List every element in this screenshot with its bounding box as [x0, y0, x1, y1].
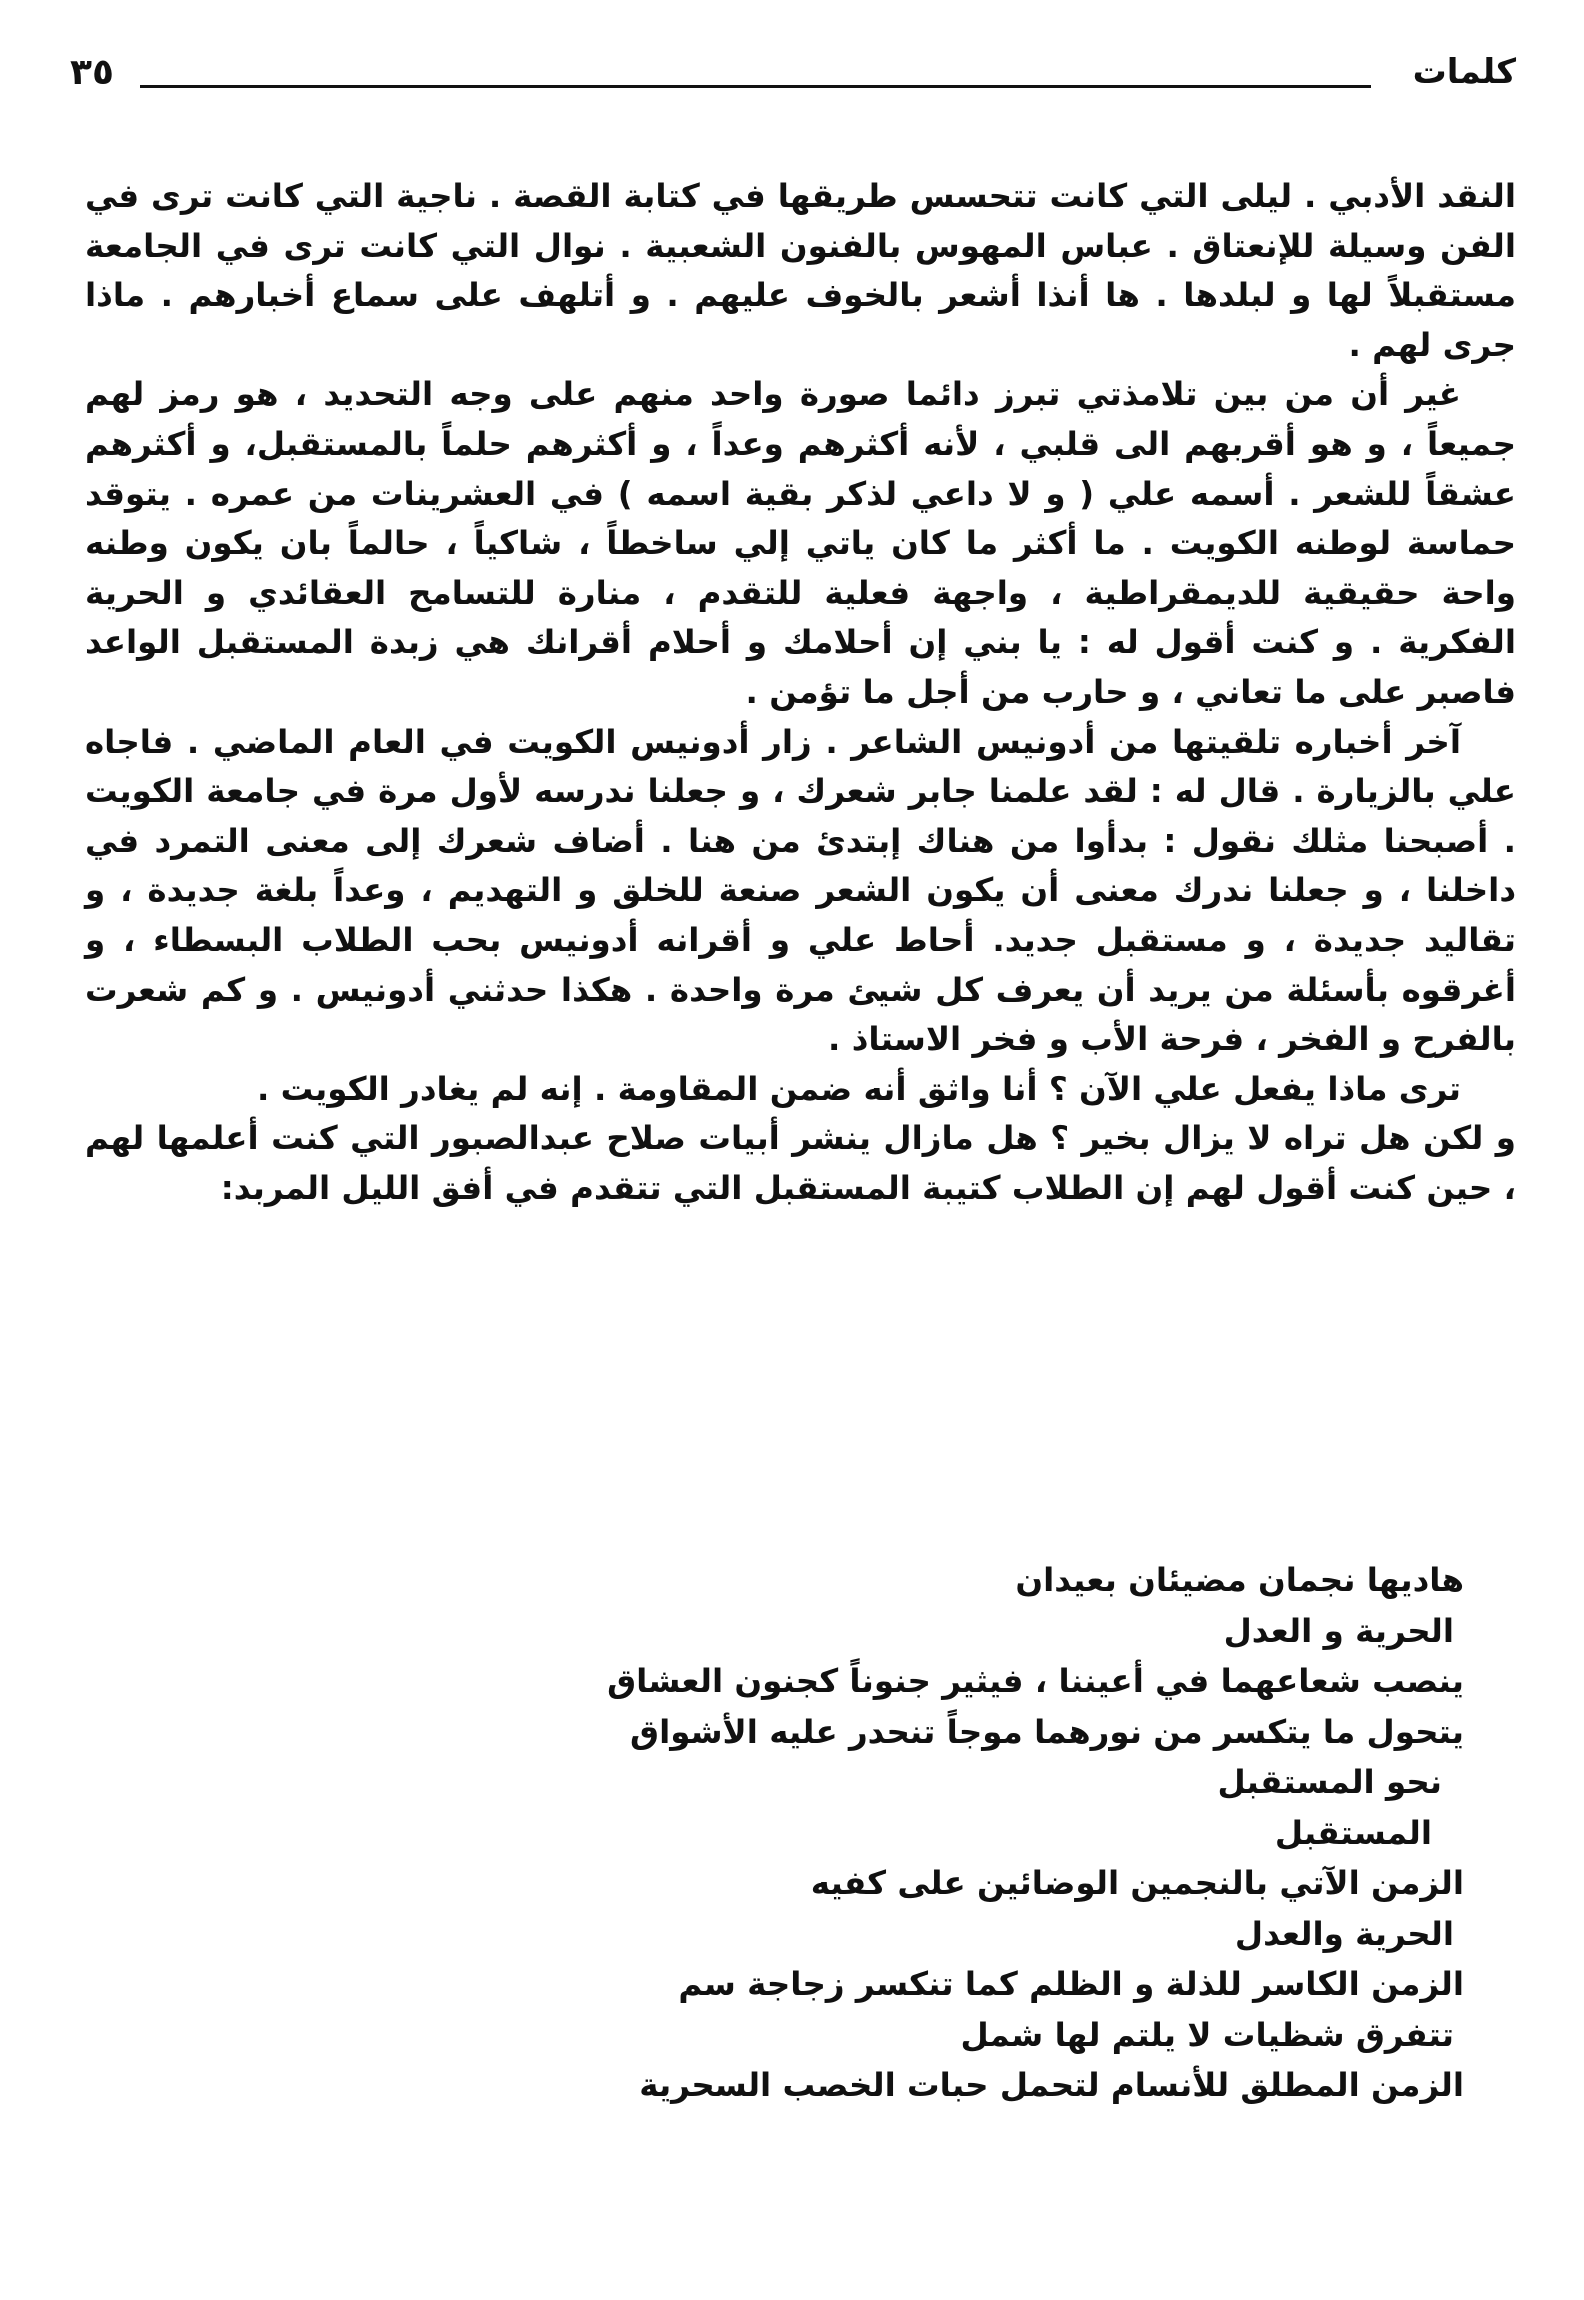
verse-line: الحرية والعدل — [1234, 1914, 1454, 1953]
verse-line: نحو المستقبل — [1217, 1763, 1442, 1801]
verse-line: الزمن المطلق للأنسام لتحمل حبات الخصب السحرية — [639, 2066, 1464, 2104]
verse-line: هاديها نجمان مضيئان بعيدان — [1015, 1561, 1464, 1599]
verse-line: الحرية و العدل — [1223, 1611, 1454, 1650]
page-number: ٣٥ — [70, 52, 114, 93]
verse-line: ينصب شعاعهما في أعيننا ، فيثير جنوناً كجنون العشاق — [607, 1662, 1464, 1700]
poem-block — [300, 1555, 1464, 2111]
header-rule — [140, 85, 1371, 88]
verse-line: الزمن الآتي بالنجمين الوضائين على كفيه — [810, 1864, 1464, 1902]
paragraph: آخر أخباره تلقيتها من أدونيس الشاعر . زار أدونيس الكويت في العام الماضي . فاجاه علي بالزيارة . قال له : لقد علمنا جابر شعرك ، و جعلنا ندرسه لأول مرة في جامعة الكويت . أصبحنا مثلك نقول : بدأوا من هناك إبتدئ من هنا . أضاف شعرك إلى معنى التمرد في داخلنا ، و جعلنا ندرك معنى أن يكون الشعر صنعة للخلق و التهديم ، وعداً بلغة جديدة ، و تقاليد جديدة ، و مستقبل جديد. أحاط علي و أقرانه أدونيس بحب الطلاب البسطاء ، و أغرقوه بأسئلة من يريد أن يعرف كل شيئ مرة واحدة . هكذا حدثني أدونيس . و كم شعرت بالفرح و الفخر ، فرحة الأب و فخر الاستاذ . — [85, 722, 1516, 1059]
body-text — [85, 172, 1516, 1213]
verse-line: يتحول ما يتكسر من نورهما موجاً تنحدر عليه الأشواق — [630, 1712, 1464, 1751]
running-title: كلمات — [1412, 52, 1516, 92]
paragraph: ترى ماذا يفعل علي الآن ؟ أنا واثق أنه ضمن المقاومة . إنه لم يغادر الكويت . — [256, 1069, 1461, 1108]
verse-line: المستقبل — [1274, 1813, 1432, 1852]
page-header — [70, 52, 1516, 112]
paragraph: و لكن هل تراه لا يزال بخير ؟ هل مازال ينشر أبيات صلاح عبدالصبور التي كنت أعلمها لهم ، حين كنت أقول لهم إن الطلاب كتيبة المستقبل التي تتقدم في أفق الليل المربد: — [85, 1119, 1516, 1207]
paragraph: غير أن من بين تلامذتي تبرز دائما صورة واحد منهم على وجه التحديد ، هو رمز لهم جميعاً ، و هو أقربهم الى قلبي ، لأنه أكثرهم وعداً ، و أكثرهم حلماً بالمستقبل، و أكثرهم عشقاً للشعر . أسمه علي ( و لا داعي لذكر بقية اسمه ) في العشرينات من عمره . يتوقد حماسة لوطنه الكويت . ما أكثر ما كان ياتي إلي ساخطاً ، شاكياً ، حالماً بان يكون وطنه واحة حقيقية للديمقراطية ، واجهة فعلية للتقدم ، منارة للتسامح العقائدي و الحرية الفكرية . و كنت أقول له : يا بني إن أحلامك و أحلام أقرانك هي زبدة المستقبل الواعد فاصبر على ما تعاني ، و حارب من أجل ما تؤمن . — [85, 375, 1516, 711]
paragraph: النقد الأدبي . ليلى التي كانت تتحسس طريقها في كتابة القصة . ناجية التي كانت ترى في الفن وسيلة للإنعتاق . عباس المهوس بالفنون الشعبية . نوال التي كانت ترى في الجامعة مستقبلاً لها و لبلدها . ها أنذا أشعر بالخوف عليهم . و أتلهف على سماع أخبارهم . ماذا جرى لهم . — [85, 177, 1516, 364]
verse-line: تتفرق شظيات لا يلتم لها شمل — [960, 2015, 1454, 2054]
verse-line: الزمن الكاسر للذلة و الظلم كما تنكسر زجاجة سم — [678, 1965, 1464, 2003]
